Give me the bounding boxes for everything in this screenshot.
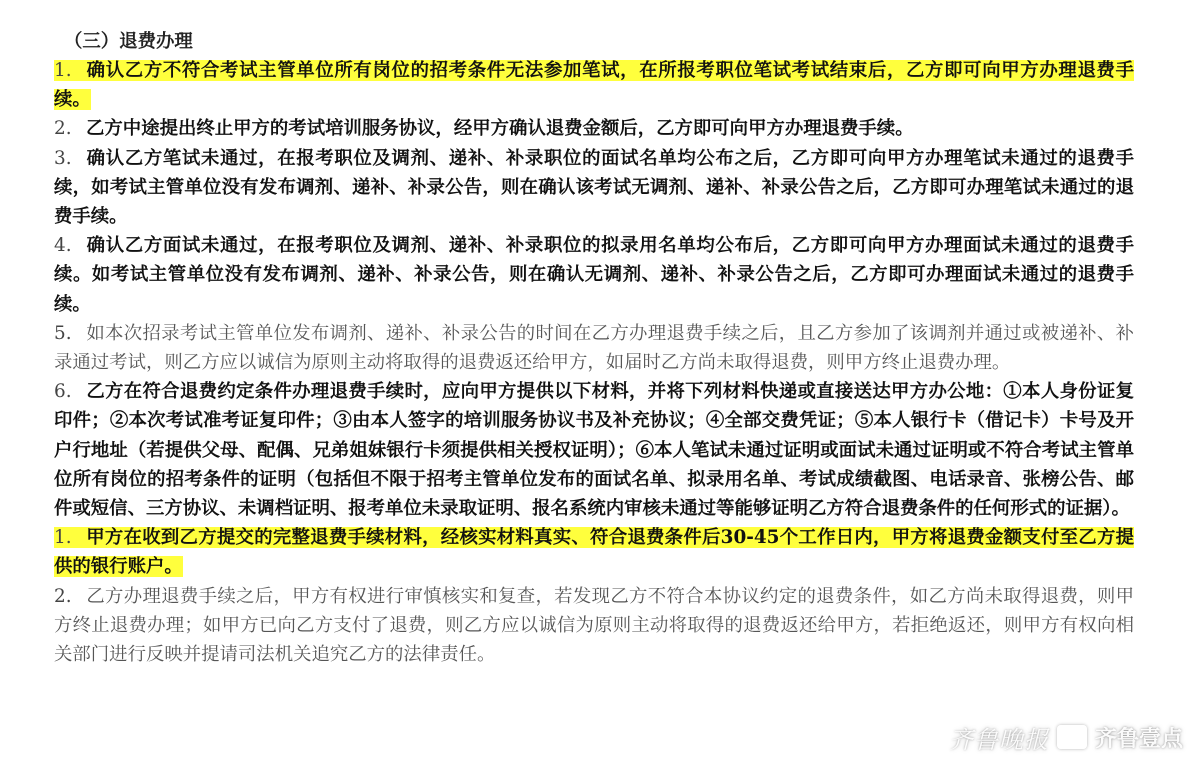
clause-text: 如本次招录考试主管单位发布调剂、递补、补录公告的时间在乙方办理退费手续之后，且乙方参加了该调剂并通过或被递补、补录通过考试，则乙方应以诚信为原则主动将取得的退费返还给甲方，如届时乙方尚未取得退费，则甲方终止退费办理。 [54,322,1134,374]
clause-text: 甲方在收到乙方提交的完整退费手续材料，经核实材料真实、符合退费条件后30-45个工作日内，甲方将退费金额支付至乙方提供的银行账户。 [54,527,1134,578]
clause-item [54,319,1134,377]
clause-text: 乙方办理退费手续之后，甲方有权进行审慎核实和复查，若发现乙方不符合本协议约定的退费条件，如乙方尚未取得退费，则甲方终止退费办理；如甲方已向乙方支付了退费，则乙方应以诚信为原则主动将取得的退费返还给甲方，若拒绝返还，则甲方有权向相关部门进行反映并提请司法机关追究乙方的法律责任。 [54,585,1134,666]
clause-item [54,523,1134,581]
clause-number: 5. [54,322,72,344]
clause-number: 4. [54,235,72,257]
clause-number: 2. [54,118,72,140]
clause-number: 1. [54,527,72,549]
clause-text: 确认乙方不符合考试主管单位所有岗位的招考条件无法参加笔试，在所报考职位笔试考试结束后，乙方即可向甲方办理退费手续。 [54,60,1134,111]
clause-text: 乙方在符合退费约定条件办理退费手续时，应向甲方提供以下材料，并将下列材料快递或直接送达甲方办公地：①本人身份证复印件；②本次考试准考证复印件；③由本人签字的培训服务协议书及补充协议；④全部交费凭证；⑤本人银行卡（借记卡）卡号及开户行地址（若提供父母、配偶、兄弟姐妹银行卡须提供相关授权证明）；⑥本人笔试未通过证明或面试未通过证明或不符合考试主管单位所有岗位的招考条件的证明（包括但不限于招考主管单位发布的面试名单、拟录用名单、考试成绩截图、电话录音、张榜公告、邮件或短信、三方协议、未调档证明、报考单位未录取证明、报名系统内审核未通过等能够证明乙方符合退费条件的任何形式的证据）。 [54,381,1134,520]
watermark [949,720,1183,754]
section-title: （三）退费办理 [64,31,193,52]
refund-items-list [54,56,1134,669]
clause-text: 乙方中途提出终止甲方的考试培训服务协议，经甲方确认退费金额后，乙方即可向甲方办理退费手续。 [86,118,914,140]
clause-item [54,377,1134,523]
clause-number: 6. [54,381,72,403]
watermark-script-text: 齐鲁晚报 [948,725,1049,754]
clause-item [54,144,1134,232]
clause-text: 确认乙方笔试未通过，在报考职位及调剂、递补、补录职位的面试名单均公布之后，乙方即可向甲方办理笔试未通过的退费手续，如考试主管单位没有发布调剂、递补、补录公告，则在确认该考试无调剂、递补、补录公告之后，乙方即可办理笔试未通过的退费手续。 [54,147,1134,228]
clause-item [54,56,1134,114]
clause-text: 确认乙方面试未通过，在报考职位及调剂、递补、补录职位的拟录用名单均公布后，乙方即可向甲方办理面试未通过的退费手续。如考试主管单位没有发布调剂、递补、补录公告，则在确认无调剂、递补、补录公告之后，乙方即可办理面试未通过的退费手续。 [54,235,1134,315]
qilu-yidian-logo-icon [1057,725,1087,749]
clause-number: 3. [54,147,72,169]
watermark-brand-text: 齐鲁壹点 [1094,726,1183,752]
clause-item [54,114,1134,143]
clause-item [54,582,1134,670]
clause-number: 1. [54,60,72,81]
clause-item [54,231,1134,319]
clause-number: 2. [54,585,72,607]
document-body [54,27,1134,669]
